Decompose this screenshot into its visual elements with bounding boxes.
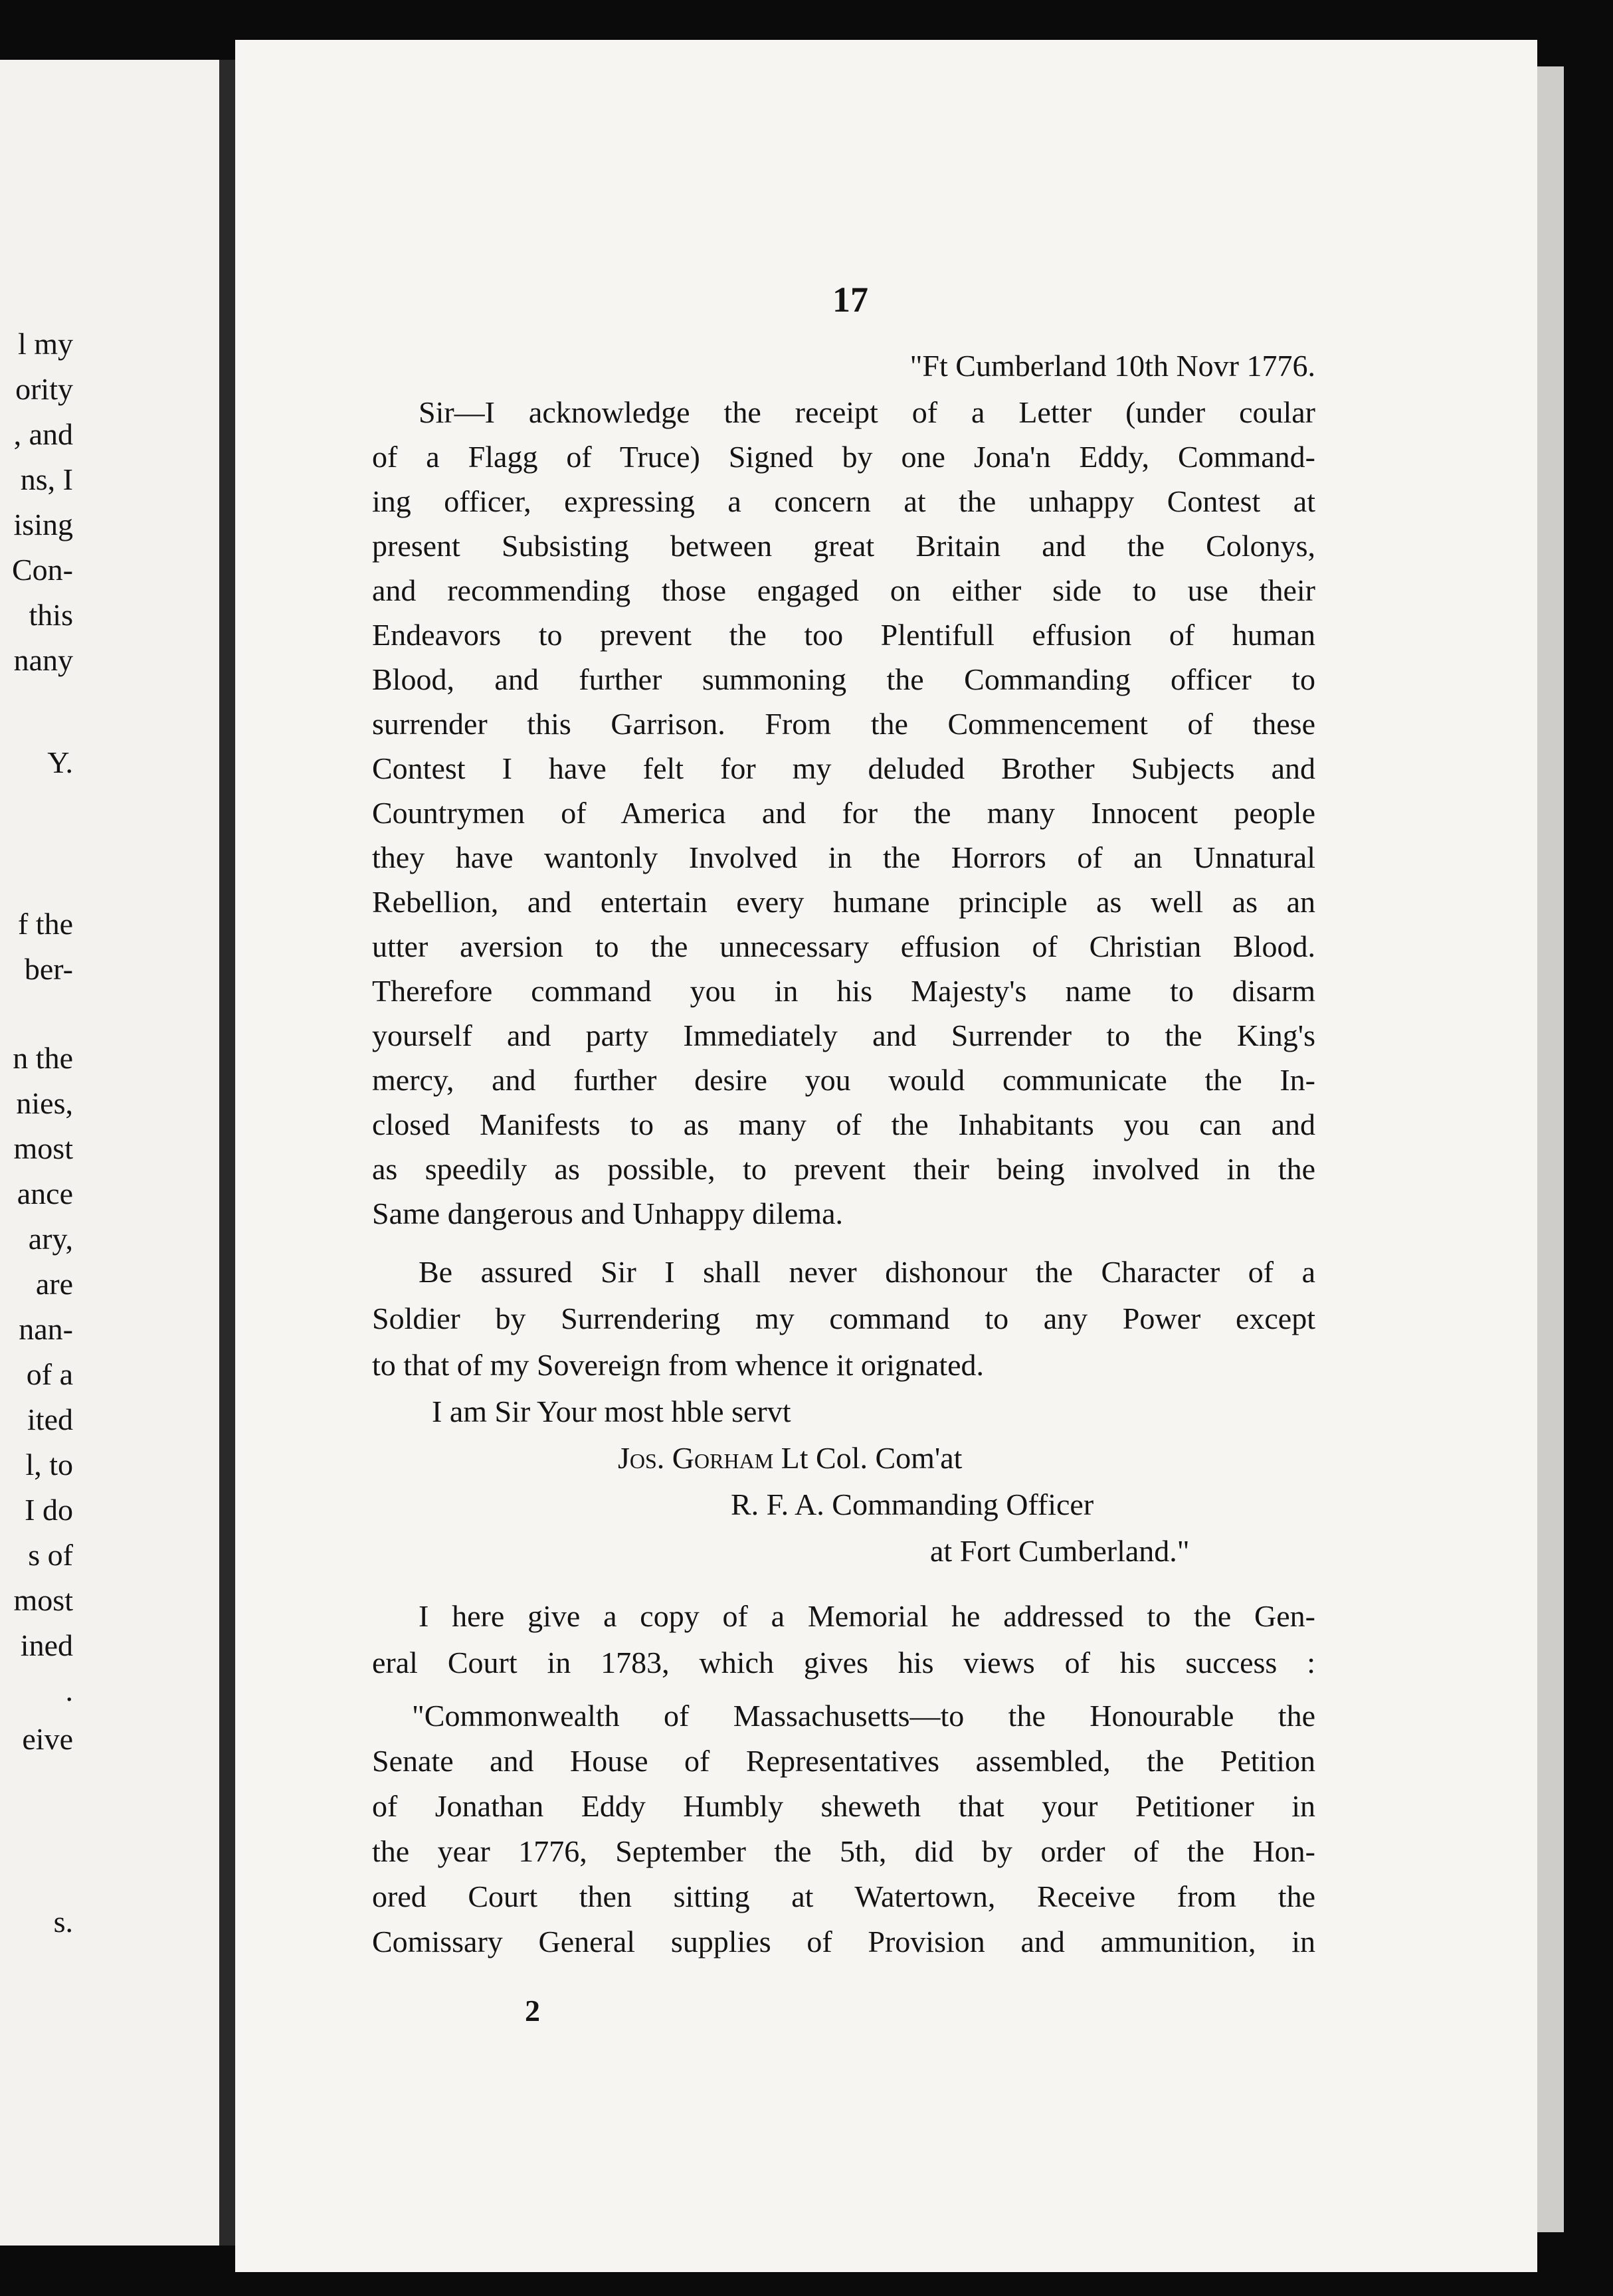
letter-closing: I am Sir Your most hble servt	[432, 1394, 791, 1428]
left-margin-fragment: s.	[53, 1905, 73, 1939]
text-line: yourself and party Immediately and Surrender to the King's	[372, 1018, 1315, 1052]
text-line: "Commonwealth of Massachusetts—to the Honourable the	[412, 1699, 1315, 1733]
text-line: Contest I have felt for my deluded Brother Subjects and	[372, 751, 1315, 785]
left-margin-fragment: n the	[13, 1041, 73, 1075]
left-margin-fragment: ined	[20, 1628, 73, 1662]
text-line: Be assured Sir I shall never dishonour the Character of a	[419, 1255, 1315, 1289]
text-line: to that of my Sovereign from whence it orignated.	[372, 1348, 985, 1382]
text-line: eral Court in 1783, which gives his views of his success :	[372, 1646, 1315, 1679]
left-margin-fragment: l, to	[25, 1448, 73, 1482]
text-line: utter aversion to the unnecessary effusion of Christian Blood.	[372, 929, 1315, 963]
page-edge	[1537, 66, 1564, 2232]
signature-line-1	[618, 1443, 1561, 1474]
left-margin-fragment: ising	[13, 508, 73, 541]
text-line: as speedily as possible, to prevent their being involved in the	[372, 1152, 1315, 1186]
left-margin-fragment: Y.	[47, 745, 73, 779]
left-margin-fragment: this	[29, 598, 73, 632]
text-line: Endeavors to prevent the too Plentifull effusion of human	[372, 618, 1315, 652]
left-margin-fragment: ited	[27, 1402, 73, 1436]
left-margin-fragment: s of	[28, 1538, 73, 1572]
left-margin-fragment: nany	[13, 643, 73, 677]
left-margin-fragment: .	[65, 1674, 73, 1707]
left-margin-fragment: , and	[13, 417, 73, 451]
left-margin-fragment: f the	[17, 907, 73, 941]
left-margin-fragment: most	[13, 1583, 73, 1617]
left-margin-fragment: ary,	[28, 1222, 73, 1256]
left-margin-fragment: ber-	[24, 952, 73, 986]
left-margin-fragment: nies,	[16, 1086, 73, 1120]
text-line: Sir—I acknowledge the receipt of a Letter (under coular	[419, 395, 1315, 429]
signature-name: Jos. Gorham	[618, 1441, 774, 1475]
text-line: mercy, and further desire you would communicate the In-	[372, 1063, 1315, 1097]
text-line: Rebellion, and entertain every humane principle as well as an	[372, 885, 1315, 919]
text-line: ing officer, expressing a concern at the unhappy Contest at	[372, 484, 1315, 518]
text-line: ored Court then sitting at Watertown, Receive from the	[372, 1879, 1315, 1913]
text-line: Soldier by Surrendering my command to any Power except	[372, 1301, 1315, 1335]
text-line: I here give a copy of a Memorial he addressed to the Gen-	[419, 1599, 1315, 1633]
left-margin-fragment: of a	[26, 1357, 73, 1391]
text-line: Therefore command you in his Majesty's name to disarm	[372, 974, 1315, 1008]
letter-heading: "Ft Cumberland 10th Novr 1776.	[909, 349, 1315, 383]
signature-title: Lt Col. Com'at	[781, 1441, 963, 1475]
text-line: Blood, and further summoning the Commanding officer to	[372, 662, 1315, 696]
text-line: closed Manifests to as many of the Inhabitants you can and	[372, 1107, 1315, 1141]
left-margin-fragment: most	[13, 1131, 73, 1165]
text-line: they have wantonly Involved in the Horrors of an Unnatural	[372, 840, 1315, 874]
text-line: and recommending those engaged on either side to use their	[372, 573, 1315, 607]
left-margin-fragment: ns, I	[20, 462, 73, 496]
left-margin-fragment: eive	[22, 1722, 73, 1756]
book-gutter	[219, 60, 235, 2246]
left-margin-fragment: I do	[25, 1493, 73, 1527]
left-margin-fragment: ority	[15, 372, 73, 406]
text-line: of Jonathan Eddy Humbly sheweth that your Petitioner in	[372, 1789, 1315, 1823]
signature-line-2: R. F. A. Commanding Officer	[731, 1487, 1094, 1521]
left-margin-fragment: Con-	[12, 553, 73, 587]
text-line: Countrymen of America and for the many Innocent people	[372, 796, 1315, 830]
signature-mark: 2	[525, 1994, 540, 2028]
text-line: the year 1776, September the 5th, did by order of the Hon-	[372, 1834, 1315, 1868]
text-line: surrender this Garrison. From the Commencement of these	[372, 707, 1315, 741]
left-margin-fragment: ance	[17, 1177, 73, 1210]
text-line: Senate and House of Representatives assembled, the Petition	[372, 1744, 1315, 1778]
text-line: Comissary General supplies of Provision and ammunition, in	[372, 1925, 1315, 1959]
signature-line-3: at Fort Cumberland."	[930, 1534, 1190, 1568]
text-line: of a Flagg of Truce) Signed by one Jona'n Eddy, Command-	[372, 440, 1315, 474]
left-margin-fragment: are	[35, 1267, 73, 1301]
left-margin-fragment: l my	[17, 327, 73, 361]
text-line: present Subsisting between great Britain and the Colonys,	[372, 529, 1315, 563]
text-line: Same dangerous and Unhappy dilema.	[372, 1196, 843, 1230]
left-margin-fragment: nan-	[19, 1312, 73, 1346]
page-number: 17	[832, 280, 868, 320]
